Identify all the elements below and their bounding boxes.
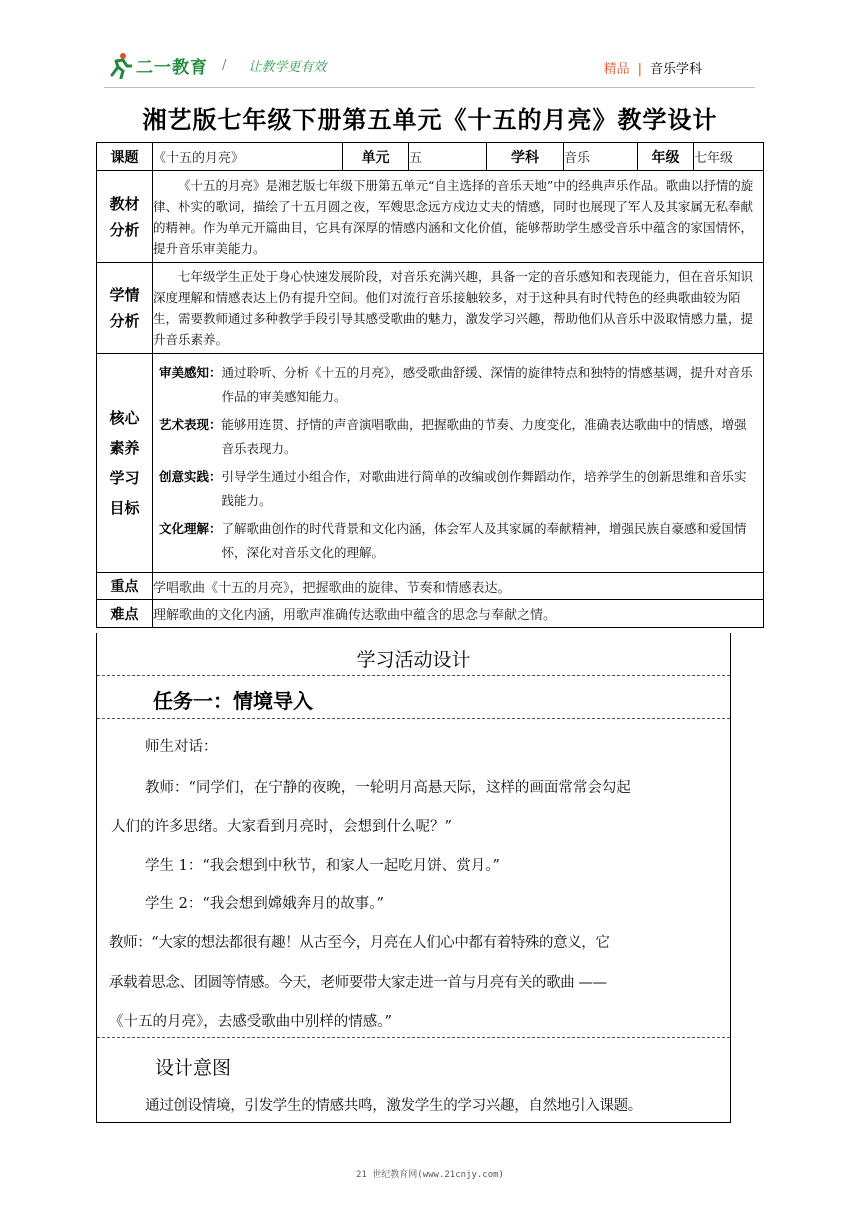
nandian-text: 理解歌曲的文化内涵，用歌声准确传达歌曲中蕴含的思念与奉献之情。 [153,600,764,628]
table-row-basic [97,143,764,171]
header-separator: | [637,62,642,77]
dashed-divider [97,718,730,719]
xueqing-text: 七年级学生正处于身心快速发展阶段，对音乐充满兴趣，具备一定的音乐感知和表现能力，但在音乐知识深度理解和情感表达上仍有提升空间。他们对流行音乐接触较多，对于这种具有时代特色的经典歌曲较为陌生，需要教师通过多种教学手段引导其感受歌曲的魅力，激发学习兴趣，帮助他们从音乐中汲取情感力量，提升音乐素养。 [153,263,764,354]
dialogue-line: 人们的许多思绪。大家看到月亮时，会想到什么呢？” [111,819,452,835]
unit-label: 单元 [343,143,409,171]
hexin-label: 核心 素养 学习 目标 [97,354,153,573]
grade-label: 年级 [638,143,694,171]
table-row-xueqing [97,263,764,354]
dialogue-line: 学生 2：“我会想到嫦娥奔月的故事。” [145,896,384,912]
goal-performance: 艺术表现： 能够用连贯、抒情的声音演唱歌曲，把握歌曲的节奏、力度变化，准确表达歌曲中的情感，增强音乐表现力。 [159,417,747,456]
logo[interactable] [108,48,326,82]
jiaocai-label: 教材 分析 [97,171,153,263]
table-row-nandian [97,600,764,628]
keti-value: 《十五的月亮》 [153,143,343,171]
zhongdian-text: 学唱歌曲《十五的月亮》，把握歌曲的旋律、节奏和情感表达。 [153,573,764,600]
dialogue-line: 《十五的月亮》，去感受歌曲中别样的情感。” [109,1014,392,1030]
subject-tag: 音乐学科 [649,62,702,77]
header-divider [104,87,755,88]
page-header [0,0,860,90]
subject-label: 学科 [487,143,564,171]
design-intent-text: 通过创设情境，引发学生的情感共鸣，激发学生的学习兴趣，自然地引入课题。 [145,1098,642,1114]
brand-name: 二一教育 [136,57,208,78]
brand-slogan: 让教学更有效 [248,59,327,75]
zhongdian-label: 重点 [97,573,153,600]
dialogue-line: 教师：“大家的想法都很有趣！从古至今，月亮在人们心中都有着特殊的意义，它 [109,935,610,951]
runner-logo-icon [108,51,132,79]
dialogue-line: 学生 1：“我会想到中秋节，和家人一起吃月饼、赏月。” [145,858,500,874]
page-title: 湘艺版七年级下册第五单元《十五的月亮》教学设计 [142,106,718,134]
grade-value: 七年级 [694,143,764,171]
goals-cell [153,354,764,573]
table-row-hexin [97,354,764,573]
brand-slash: / [222,57,227,73]
goal-creative: 创意实践： 引导学生通过小组合作，对歌曲进行简单的改编或创作舞蹈动作，培养学生的创新思维和音乐实践能力。 [159,469,747,508]
jiaocai-text: 《十五的月亮》是湘艺版七年级下册第五单元“自主选择的音乐天地”中的经典声乐作品。歌曲以抒情的旋律、朴实的歌词，描绘了十五月圆之夜，军嫂思念远方戍边丈夫的情感，同时也展现了军人及其家属无私奉献的精神。作为单元开篇曲目，它具有深厚的情感内涵和文化价值，能够帮助学生感受音乐中蕴含的家国情怀，提升音乐审美能力。 [153,171,764,263]
dialogue-line: 承载着思念、团圆等情感。今天，老师要带大家走进一首与月亮有关的歌曲 —— [109,975,607,991]
xueqing-label: 学情 分析 [97,263,153,354]
dashed-divider [97,675,730,676]
subject-value: 音乐 [564,143,638,171]
dialogue-line: 教师：“同学们，在宁静的夜晚，一轮明月高悬天际，这样的画面常常会勾起 [145,780,631,796]
nandian-label: 难点 [97,600,153,628]
dialogue-line: 师生对话： [145,739,218,755]
quality-tag: 精品 [603,62,630,77]
table-row-jiaocai [97,171,764,263]
dashed-divider [97,1037,730,1038]
goal-culture: 文化理解： 了解歌曲创作的时代背景和文化内涵，体会军人及其家属的奉献精神，增强民族自豪感和爱国情怀，深化对音乐文化的理解。 [159,521,747,560]
header-tag [604,58,702,77]
task-title: 任务一：情境导入 [153,689,313,713]
unit-value: 五 [409,143,487,171]
lesson-info-table [96,142,764,628]
activity-title: 学习活动设计 [356,649,471,671]
goal-aesthetic: 审美感知： 通过聆听、分析《十五的月亮》，感受歌曲舒缓、深情的旋律特点和独特的情感基调，提升对音乐作品的审美感知能力。 [159,365,753,404]
design-intent-title: 设计意图 [155,1057,232,1079]
page-footer: 21 世纪教育网(www.21cnjy.com) [356,1170,504,1180]
activity-section [96,633,731,1123]
keti-label: 课题 [97,143,153,171]
table-row-zhongdian [97,573,764,600]
